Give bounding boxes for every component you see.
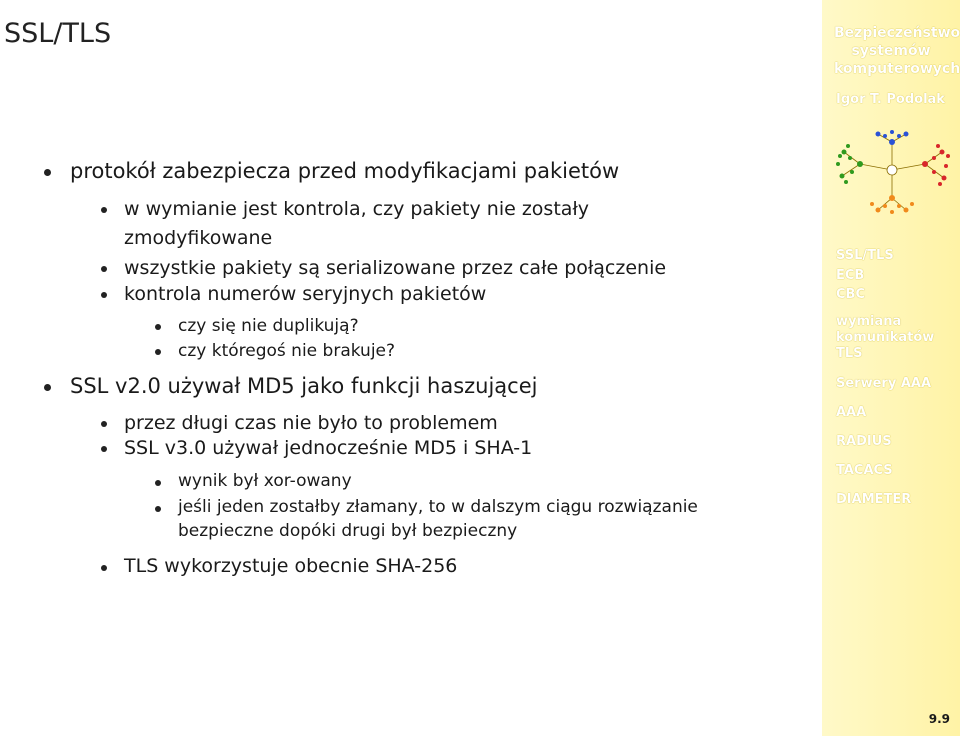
sidebar-title-line: Bezpieczeństwo	[834, 25, 960, 41]
sidebar-nav-komunikatow[interactable]: komunikatów	[836, 330, 935, 345]
sidebar-title[interactable]	[834, 24, 960, 78]
sidebar-nav-serwery-aaa[interactable]: Serwery AAA	[836, 376, 932, 391]
bullet-text: przez długi czas nie było to problemem	[124, 412, 498, 434]
bullet-text: wszystkie pakiety są serializowane przez całe połączenie	[124, 257, 667, 279]
bullet-marker	[101, 266, 107, 272]
bullet-marker	[101, 207, 107, 213]
sidebar-nav-aaa[interactable]: AAA	[836, 405, 867, 420]
bullet-marker	[155, 324, 161, 330]
sidebar-nav-radius[interactable]: RADIUS	[836, 434, 892, 449]
sidebar-nav-ssl-tls[interactable]: SSL/TLS	[836, 248, 894, 263]
bullet-text-continuation: bezpieczne dopóki drugi był bezpieczny	[178, 521, 518, 541]
sidebar-nav-cbc[interactable]: CBC	[836, 287, 865, 302]
bullet-marker	[101, 292, 107, 298]
bullet-text: TLS wykorzystuje obecnie SHA-256	[124, 555, 458, 577]
bullet-marker	[155, 480, 161, 486]
bullet-marker	[101, 421, 107, 427]
bullet-text: czy któregoś nie brakuje?	[178, 341, 396, 361]
bullet-text: czy się nie duplikują?	[178, 316, 359, 336]
sidebar-nav-diameter[interactable]: DIAMETER	[836, 492, 912, 507]
sidebar-title-line: komputerowych	[834, 61, 960, 77]
bullet-text-continuation: zmodyfikowane	[124, 227, 273, 249]
sidebar-author[interactable]: Igor T. Podolak	[836, 92, 945, 107]
bullet-text: protokół zabezpiecza przed modyfikacjami pakietów	[70, 159, 620, 183]
bullet-text: SSL v2.0 używał MD5 jako funkcji haszującej	[70, 374, 538, 398]
sidebar-nav-tacacs[interactable]: TACACS	[836, 463, 893, 478]
bullet-marker	[155, 506, 161, 512]
page-number: 9.9	[928, 712, 950, 726]
frame-title: SSL/TLS	[4, 18, 112, 49]
sidebar	[822, 0, 960, 736]
tree-logo-icon	[830, 128, 954, 220]
bullet-text: jeśli jeden zostałby złamany, to w dalszym ciągu rozwiązanie	[178, 497, 698, 517]
bullet-marker	[44, 384, 51, 391]
bullet-text: wynik był xor-owany	[178, 471, 352, 491]
bullet-marker	[155, 349, 161, 355]
sidebar-nav-ecb[interactable]: ECB	[836, 268, 865, 283]
bullet-marker	[101, 446, 107, 452]
bullet-text: kontrola numerów seryjnych pakietów	[124, 283, 487, 305]
bullet-text: SSL v3.0 używał jednocześnie MD5 i SHA-1	[124, 437, 533, 459]
bullet-text: w wymianie jest kontrola, czy pakiety nie zostały	[124, 198, 590, 220]
sidebar-nav-wymiana[interactable]: wymiana	[836, 314, 902, 329]
bullet-marker	[44, 169, 51, 176]
sidebar-nav-tls[interactable]: TLS	[836, 346, 863, 361]
bullet-marker	[101, 565, 107, 571]
sidebar-title-line: systemów	[851, 43, 931, 59]
